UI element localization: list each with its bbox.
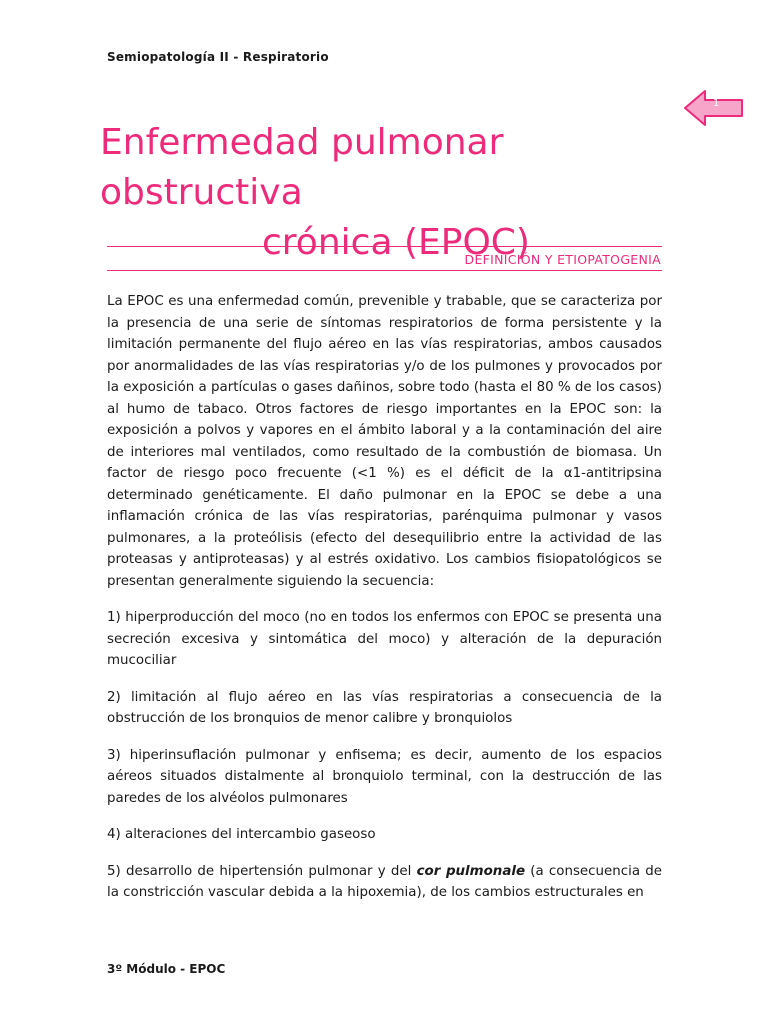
body-text <box>107 291 662 919</box>
title-line-1: Enfermedad pulmonar obstructiva <box>100 122 504 214</box>
list-item-5 <box>107 861 662 904</box>
arrow-label: 1 <box>713 98 720 109</box>
page-footer: 3º Módulo - EPOC <box>107 962 226 976</box>
paragraph-intro: La EPOC es una enfermedad común, prevenible y trabable, que se caracteriza por la presencia de una serie de síntomas respiratorios de forma persistente y la limitación permanente del flujo aéreo en las vías respiratorias, ambos causados por anormalidades de las vías respiratorias y/o de los pulmones y provocados por la exposición a partículas o gases dañinos, sobre todo (hasta el 80 % de los casos) al humo de tabaco. Otros factores de riesgo importantes en la EPOC son: la exposición a polvos y vapores en el ámbito laboral y a la contaminación del aire de interiores mal ventilados, como resultado de la combustión de biomasa. Un factor de riesgo poco frecuente (<1 %) es el déficit de la α1-antitripsina determinado genéticamente. El daño pulmonar en la EPOC se debe a una inflamación crónica de las vías respiratorias, parénquima pulmonar y vasos pulmonares, a la proteólisis (efecto del desequilibrio entre la actividad de las proteasas y antiproteasas) y al estrés oxidativo. Los cambios fisiopatológicos se presentan generalmente siguiendo la secuencia: <box>107 294 662 589</box>
list-item-1: 1) hiperproducción del moco (no en todos los enfermos con EPOC se presenta una secreción excesiva y sintomática del moco) y alteración de la depuración mucociliar <box>107 610 662 668</box>
list-item-2: 2) limitación al flujo aéreo en las vías respiratorias a consecuencia de la obstrucción de los bronquios de menor calibre y bronquiolos <box>107 689 662 726</box>
page-header: Semiopatología II - Respiratorio <box>107 50 329 64</box>
section-divider-bottom <box>107 270 662 271</box>
list-item-5-end: (a consecuencia de la constricción vascular debida a la hipoxemia), de los cambios estructurales en <box>107 863 662 900</box>
section-divider-top <box>107 246 662 247</box>
cor-pulmonale-term: cor pulmonale <box>416 863 526 879</box>
list-item-5-start: 5) desarrollo de hipertensión pulmonar y del <box>107 863 417 879</box>
title-line-2: crónica (EPOC) <box>262 222 530 264</box>
list-item-4: 4) alteraciones del intercambio gaseoso <box>107 827 376 842</box>
list-item-3: 3) hiperinsuflación pulmonar y enfisema; es decir, aumento de los espacios aéreos situados distalmente al bronquiolo terminal, con la destrucción de las paredes de los alvéolos pulmonares <box>107 747 662 806</box>
section-heading: DEFINICIÓN Y ETIOPATOGENIA <box>464 252 661 267</box>
